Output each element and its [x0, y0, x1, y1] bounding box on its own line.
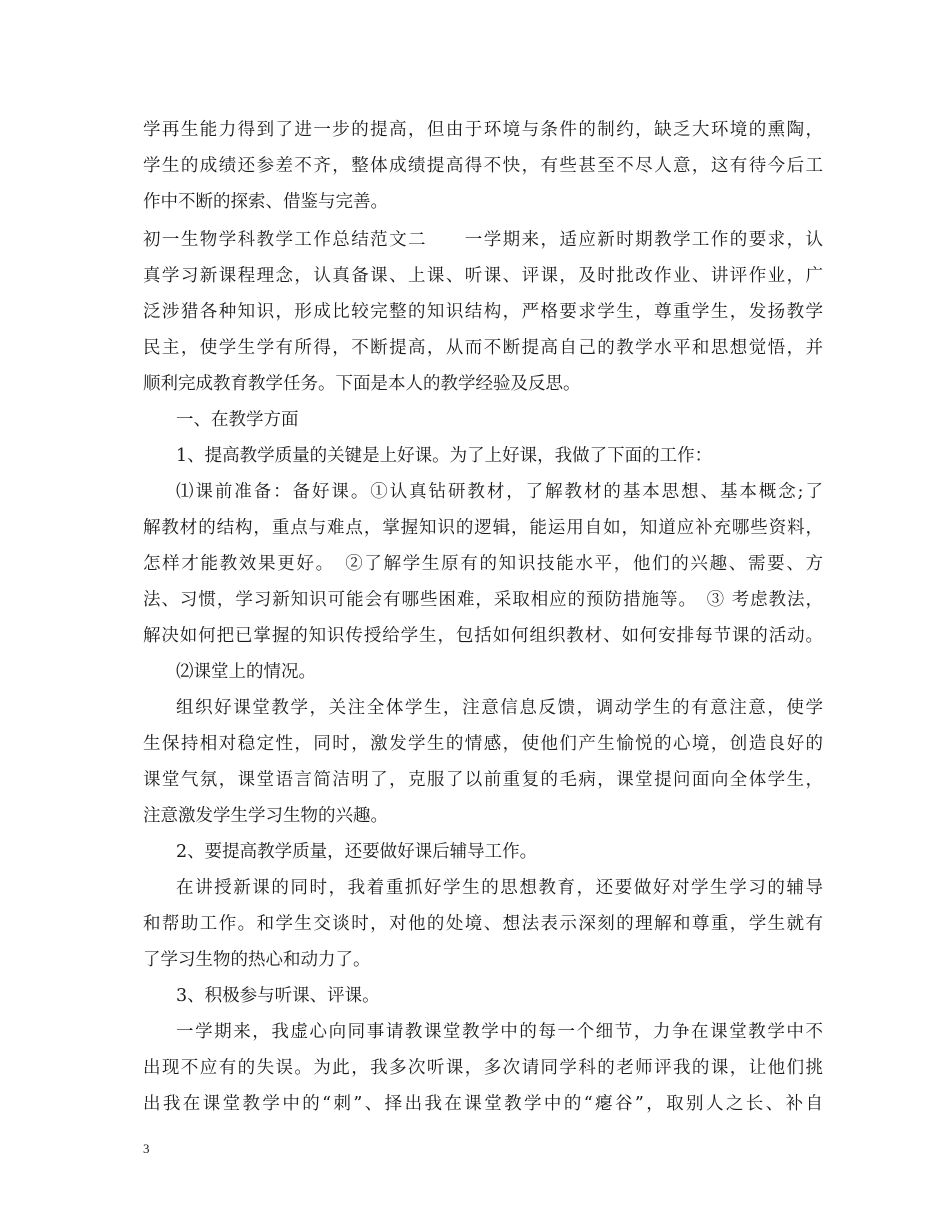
text-line: 怎样才能教效果更好。 ②了解学生原有的知识技能水平，他们的兴趣、需要、方	[143, 554, 823, 574]
text-line: 民主，使学生学有所得，不断提高，从而不断提高自己的教学水平和思想觉悟，并	[143, 338, 823, 358]
text-line: 出我在课堂教学中的“刺”、择出我在课堂教学中的“瘪谷”，取别人之长、补自	[143, 1094, 823, 1114]
text-line: 真学习新课程理念，认真备课、上课、听课、评课，及时批改作业、讲评作业，广	[143, 266, 823, 286]
page-number: 3	[143, 1141, 150, 1156]
text-line: 泛涉猎各种知识，形成比较完整的知识结构，严格要求学生，尊重学生，发扬教学	[143, 302, 823, 322]
text-line: 一学期来，我虚心向同事请教课堂教学中的每一个细节，力争在课堂教学中不	[176, 1022, 823, 1042]
text-line: 解决如何把已掌握的知识传授给学生，包括如何组织教材、如何安排每节课的活动。	[143, 626, 823, 646]
text-line: 1、提高教学质量的关键是上好课。为了上好课，我做了下面的工作：	[176, 446, 713, 466]
text-line: 法、习惯，学习新知识可能会有哪些困难，采取相应的预防措施等。 ③ 考虑教法，	[143, 590, 823, 610]
text-line: 出现不应有的失误。为此，我多次听课，多次请同学科的老师评我的课，让他们挑	[143, 1058, 823, 1078]
text-line: 3、积极参与听课、评课。	[176, 986, 380, 1006]
text-line: 生保持相对稳定性，同时，激发学生的情感，使他们产生愉悦的心境，创造良好的	[143, 734, 823, 754]
text-line: 初一生物学科教学工作总结范文二 一学期来，适应新时期教学工作的要求，认	[143, 230, 823, 250]
section-heading: 一、在教学方面	[176, 410, 299, 430]
text-line: 和帮助工作。和学生交谈时，对他的处境、想法表示深刻的理解和尊重，学生就有	[143, 914, 823, 934]
text-line: 2、要提高教学质量，还要做好课后辅导工作。	[176, 842, 538, 862]
text-line: 了学习生物的热心和动力了。	[143, 950, 371, 970]
text-line: 在讲授新课的同时，我着重抓好学生的思想教育，还要做好对学生学习的辅导	[176, 878, 823, 898]
text-line: 学再生能力得到了进一步的提高，但由于环境与条件的制约，缺乏大环境的熏陶，	[143, 120, 823, 140]
text-line: 注意激发学生学习生物的兴趣。	[143, 806, 388, 826]
text-line: ⑵课堂上的情况。	[176, 662, 316, 682]
text-line: 顺利完成教育教学任务。下面是本人的教学经验及反思。	[143, 374, 581, 394]
text-line: 课堂气氛，课堂语言简洁明了，克服了以前重复的毛病，课堂提问面向全体学生，	[143, 770, 823, 790]
text-line: 组织好课堂教学，关注全体学生，注意信息反馈，调动学生的有意注意，使学	[176, 698, 823, 718]
text-line: ⑴课前准备：备好课。①认真钻研教材，了解教材的基本思想、基本概念;了	[176, 482, 823, 502]
text-line: 作中不断的探索、借鉴与完善。	[143, 192, 388, 212]
text-line: 解教材的结构，重点与难点，掌握知识的逻辑，能运用自如，知道应补充哪些资料，	[143, 518, 823, 538]
text-line: 学生的成绩还参差不齐，整体成绩提高得不快，有些甚至不尽人意，这有待今后工	[143, 156, 823, 176]
